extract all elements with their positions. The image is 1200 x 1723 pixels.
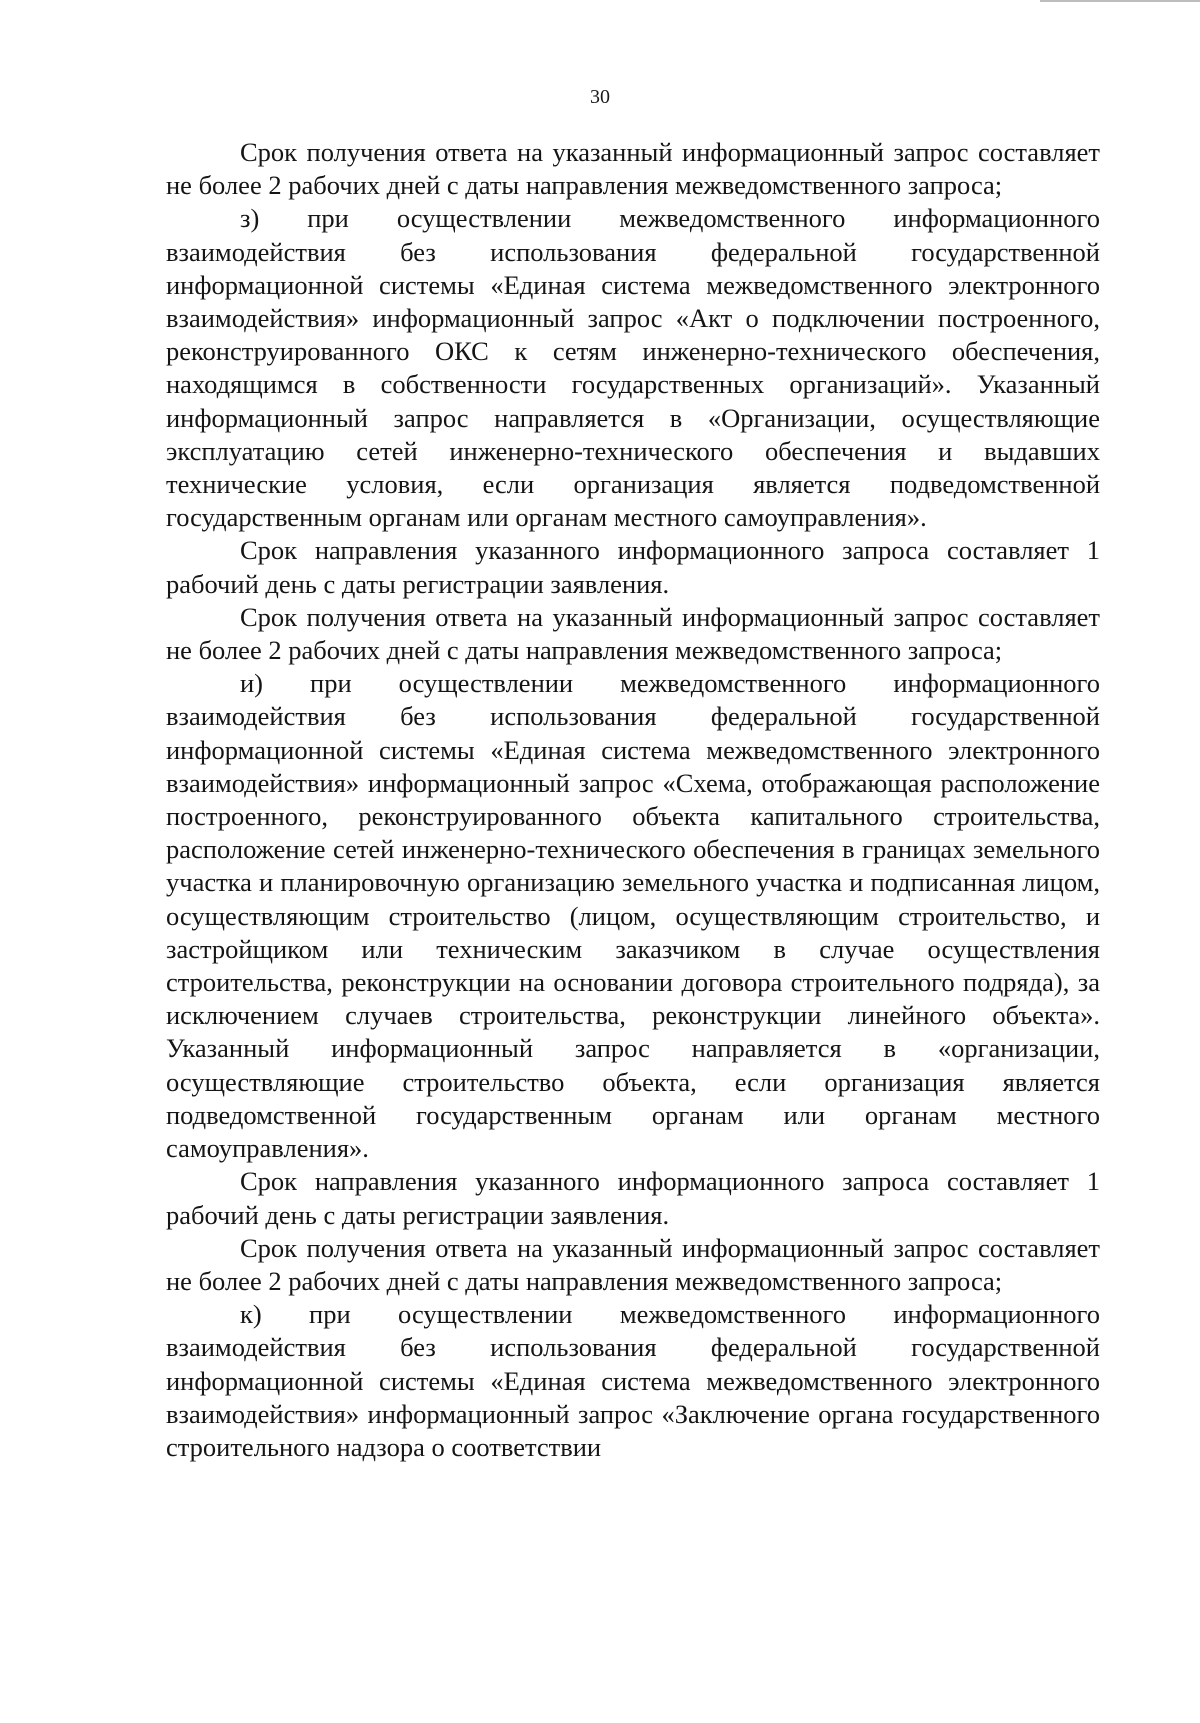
scan-edge-mark — [1040, 0, 1200, 2]
paragraph-response-deadline-3: Срок получения ответа на указанный информационный запрос составляет не более 2 рабочих дней с даты направления межведомственного запроса; — [166, 1232, 1100, 1296]
paragraph-response-deadline-2: Срок получения ответа на указанный информационный запрос составляет не более 2 рабочих дней с даты направления межведомственного запроса; — [166, 601, 1100, 666]
document-body — [166, 136, 1100, 1464]
paragraph-item-i: и) при осуществлении межведомственного информационного взаимодействия без использования федеральной государственной информационной системы «Единая система межведомственного электронного взаимодействия» информационный запрос «Схема, отображающая расположение построенного, реконструированного объекта капитального строительства, расположение сетей инженерно-технического обеспечения в границах земельного участка и планировочную организацию земельного участка и подписанная лицом, осуществляющим строительство (лицом, осуществляющим строительство, и застройщиком или техническим заказчиком в случае осуществления строительства, реконструкции на основании договора строительного подряда), за исключением случаев строительства, реконструкции линейного объекта». Указанный информационный запрос направляется в «организации, осуществляющие строительство объекта, если организация является подведомственной государственным органам или органам местного самоуправления». — [166, 668, 1100, 1164]
paragraph-send-deadline-2: Срок направления указанного информационного запроса составляет 1 рабочий день с даты регистрации заявления. — [166, 1166, 1100, 1230]
paragraph-response-deadline-1: Срок получения ответа на указанный информационный запрос составляет не более 2 рабочих дней с даты направления межведомственного запроса; — [166, 137, 1100, 201]
page-number: 30 — [590, 86, 610, 108]
paragraph-send-deadline-1: Срок направления указанного информационного запроса составляет 1 рабочий день с даты регистрации заявления. — [166, 535, 1100, 599]
paragraph-item-k: к) при осуществлении межведомственного информационного взаимодействия без использования федеральной государственной информационной системы «Единая система межведомственного электронного взаимодействия» информационный запрос «Заключение органа государственного строительного надзора о соответствии — [166, 1299, 1100, 1462]
paragraph-item-z: з) при осуществлении межведомственного информационного взаимодействия без использования федеральной государственной информационной системы «Единая система межведомственного электронного взаимодействия» информационный запрос «Акт о подключении построенного, реконструированного ОКС к сетям инженерно-технического обеспечения, находящимся в собственности государственных организаций». Указанный информационный запрос направляется в «Организации, осуществляющие эксплуатацию сетей инженерно-технического обеспечения и выдавших технические условия, если организация является подведомственной государственным органам или органам местного самоуправления». — [166, 203, 1100, 533]
